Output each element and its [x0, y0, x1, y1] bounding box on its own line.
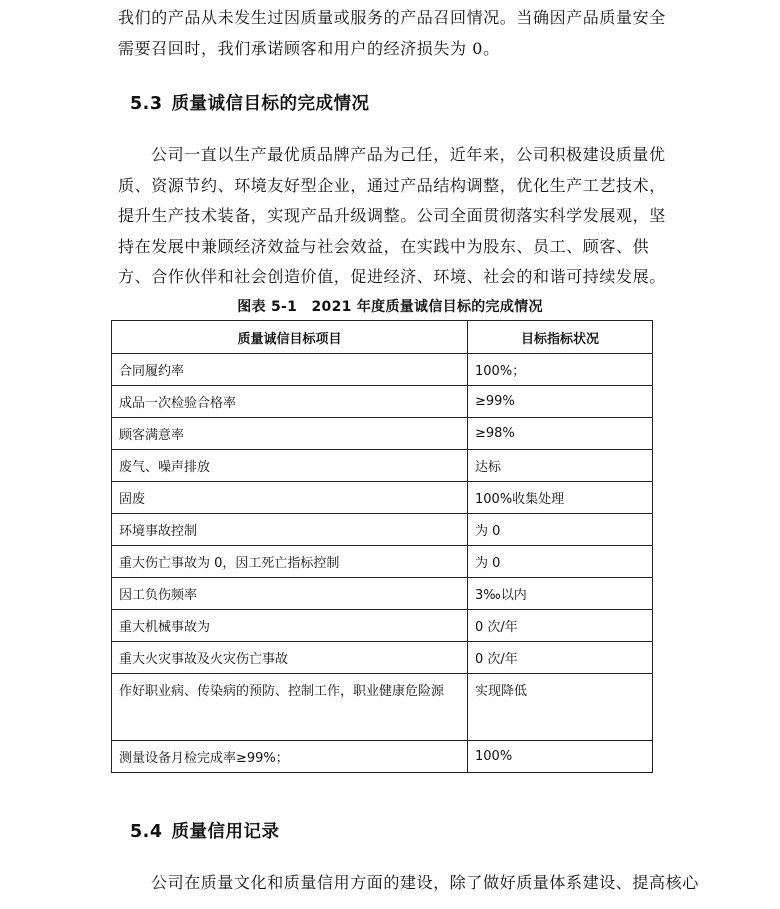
goal-item-cell: 重大伤亡事故为 0，因工死亡指标控制: [112, 546, 468, 578]
table-row: [112, 546, 653, 578]
goal-status-cell: ≥99%: [468, 386, 653, 418]
goal-status-cell: 为 0: [468, 546, 653, 578]
goal-status-cell: 100%收集处理: [468, 482, 653, 514]
goal-status-cell: 100%；: [468, 354, 653, 386]
table-row: [112, 674, 653, 741]
section-number: 5.4: [130, 822, 163, 842]
section-heading-5-4: [130, 818, 280, 843]
column-header: 质量诚信目标项目: [112, 321, 468, 354]
goal-item-cell: 因工负伤频率: [112, 578, 468, 610]
goal-status-cell: ≥98%: [468, 418, 653, 450]
goal-item-cell: 合同履约率: [112, 354, 468, 386]
section-5-4-paragraph: 公司在质量文化和质量信用方面的建设，除了做好质量体系建设、提高核心: [151, 873, 699, 892]
goal-item-cell: 重大机械事故为: [112, 610, 468, 642]
table-row: [112, 482, 653, 514]
column-header: 目标指标状况: [468, 321, 653, 354]
goal-item-cell: 重大火灾事故及火灾伤亡事故: [112, 642, 468, 674]
table-row: [112, 514, 653, 546]
quality-goals-table: [111, 320, 653, 773]
goal-item-cell: 测量设备月检完成率≥99%；: [112, 741, 468, 773]
table-caption: 图表 5-1 2021 年度质量诚信目标的完成情况: [237, 299, 543, 315]
table-row: [112, 578, 653, 610]
goal-status-cell: 为 0: [468, 514, 653, 546]
goal-item-cell: 成品一次检验合格率: [112, 386, 468, 418]
section-title: 质量诚信目标的完成情况: [171, 94, 370, 114]
goal-item-cell: 废气、噪声排放: [112, 450, 468, 482]
section-number: 5.3: [130, 94, 163, 114]
section-title: 质量信用记录: [171, 822, 280, 842]
goal-item-cell: 顾客满意率: [112, 418, 468, 450]
table-header-row: [112, 321, 653, 354]
table-row: [112, 354, 653, 386]
goal-status-cell: 实现降低: [468, 674, 653, 741]
goal-item-cell: 环境事故控制: [112, 514, 468, 546]
table-row: [112, 642, 653, 674]
goal-status-cell: 3‰以内: [468, 578, 653, 610]
goal-status-cell: 100%: [468, 741, 653, 773]
table-row: [112, 741, 653, 773]
goal-item-cell: 固废: [112, 482, 468, 514]
goal-status-cell: 达标: [468, 450, 653, 482]
goal-status-cell: 0 次/年: [468, 642, 653, 674]
table-row: [112, 450, 653, 482]
table-row: [112, 386, 653, 418]
table-row: [112, 610, 653, 642]
section-5-3-paragraph: 公司一直以生产最优质品牌产品为己任，近年来，公司积极建设质量优质、资源节约、环境友好型企业，通过产品结构调整，优化生产工艺技术，提升生产技术装备，实现产品升级调整。公司全面贯彻落实科学发展观，坚持在发展中兼顾经济效益与社会效益，在实践中为股东、员工、顾客、供方、合作伙伴和社会创造价值，促进经济、环境、社会的和谐可持续发展。: [118, 145, 666, 286]
goal-status-cell: 0 次/年: [468, 610, 653, 642]
intro-paragraph: 我们的产品从未发生过因质量或服务的产品召回情况。当确因产品质量安全需要召回时，我们承诺顾客和用户的经济损失为 0。: [118, 8, 666, 58]
section-heading-5-3: [130, 90, 370, 115]
goal-item-cell: 作好职业病、传染病的预防、控制工作，职业健康危险源: [112, 674, 468, 741]
table-row: [112, 418, 653, 450]
